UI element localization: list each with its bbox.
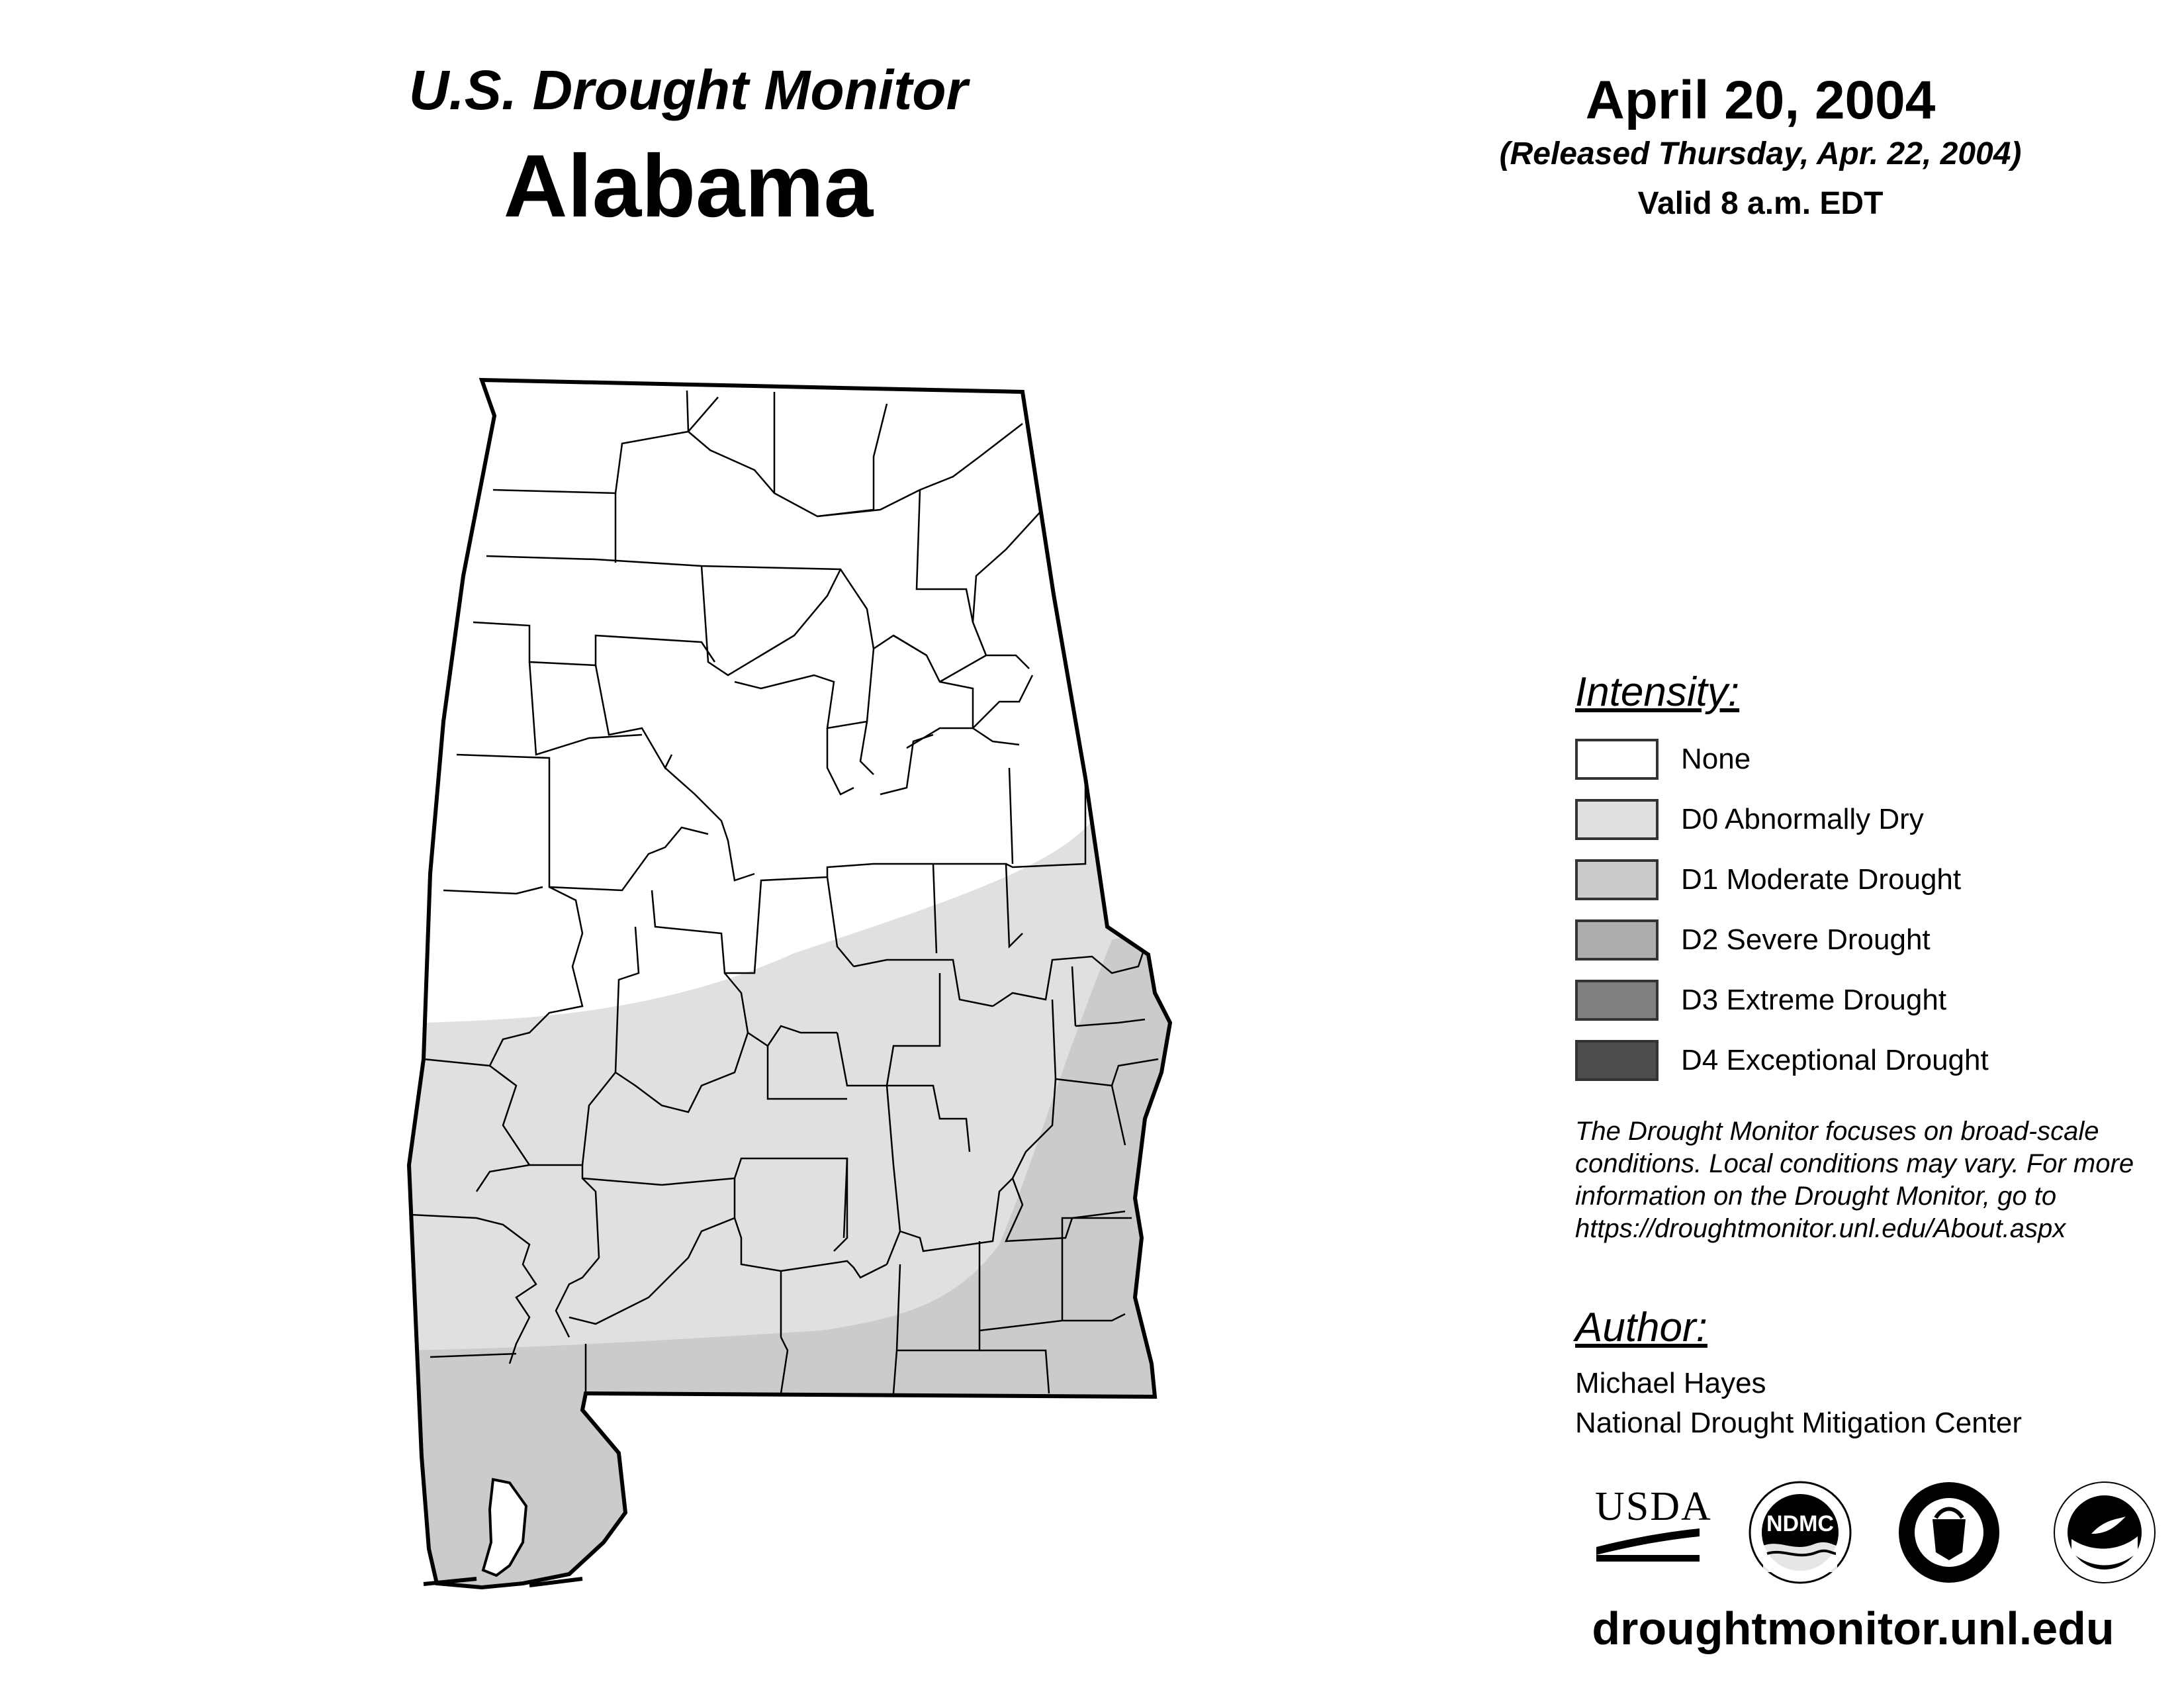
legend-item-none [1575, 737, 1751, 781]
legend-item-d4 [1575, 1039, 1989, 1082]
website-url[interactable]: droughtmonitor.unl.edu [1592, 1603, 2115, 1654]
author-title: Author: [1575, 1305, 1707, 1350]
legend-swatch-d1 [1575, 859, 1659, 900]
legend-label-d4: D4 Exceptional Drought [1681, 1044, 1989, 1076]
legend-swatch-d2 [1575, 919, 1659, 961]
usda-swoosh-icon [1595, 1527, 1701, 1563]
commerce-seal [1896, 1479, 2002, 1585]
drought-monitor-note [1575, 1115, 2171, 1245]
alabama-map [371, 357, 1218, 1602]
map-date: April 20, 2004 [1585, 70, 1936, 130]
map-title: U.S. Drought Monitor [408, 59, 968, 121]
legend-item-d1 [1575, 858, 1961, 902]
usda-logo [1595, 1484, 1712, 1566]
ndmc-logo [1747, 1479, 1853, 1585]
legend-item-d3 [1575, 978, 1946, 1022]
noaa-logo [2052, 1479, 2158, 1585]
ndmc-logo-text: NDMC [1766, 1511, 1834, 1536]
legend-item-d0 [1575, 798, 1924, 841]
legend-label-d0: D0 Abnormally Dry [1681, 803, 1924, 835]
legend-label-none: None [1681, 743, 1751, 775]
state-name: Alabama [503, 137, 874, 236]
author-org: National Drought Mitigation Center [1575, 1407, 2023, 1439]
legend-swatch-d4 [1575, 1040, 1659, 1081]
noaa-seal-icon [2052, 1479, 2158, 1585]
legend-title: Intensity: [1575, 669, 1740, 715]
note-line-1: The Drought Monitor focuses on broad-scale [1575, 1117, 2099, 1146]
legend-label-d2: D2 Severe Drought [1681, 923, 1931, 956]
legend-swatch-d0 [1575, 799, 1659, 840]
legend-swatch-d3 [1575, 980, 1659, 1021]
valid-time: Valid 8 a.m. EDT [1637, 186, 1884, 221]
legend-label-d3: D3 Extreme Drought [1681, 984, 1947, 1016]
release-date: (Released Thursday, Apr. 22, 2004) [1499, 136, 2022, 171]
legend-label-d1: D1 Moderate Drought [1681, 863, 1962, 896]
legend-item-d2 [1575, 918, 1931, 962]
usda-logo-text: USDA [1595, 1484, 1712, 1529]
commerce-seal-icon [1896, 1479, 2002, 1585]
note-line-2: conditions. Local conditions may vary. For more [1575, 1149, 2134, 1178]
author-name: Michael Hayes [1575, 1367, 1766, 1399]
note-line-3: information on the Drought Monitor, go to [1575, 1182, 2057, 1211]
note-line-4: https://droughtmonitor.unl.edu/About.aspx [1575, 1214, 2066, 1243]
legend-swatch-none [1575, 739, 1659, 780]
